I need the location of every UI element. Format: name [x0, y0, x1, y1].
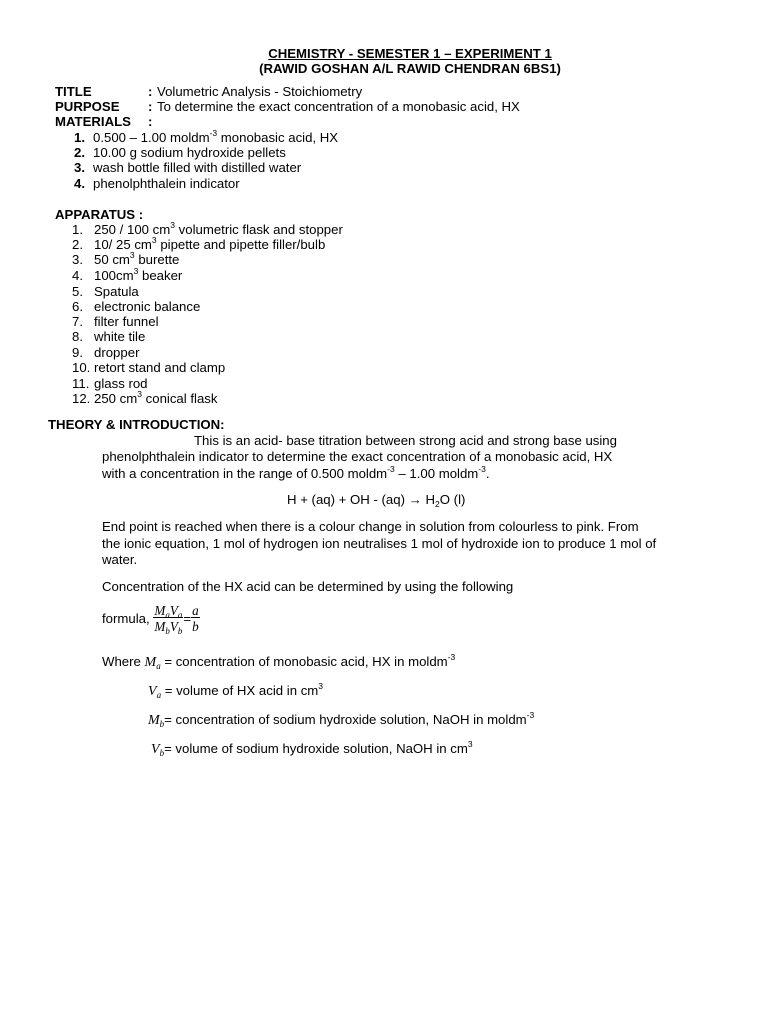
apparatus-number: 12. — [72, 391, 91, 406]
material-item — [74, 177, 240, 190]
definition-line — [148, 681, 324, 700]
superscript: 3 — [151, 235, 157, 245]
apparatus-heading: APPARATUS : — [55, 207, 144, 222]
superscript: -3 — [478, 464, 486, 474]
formula-lhs-fraction — [153, 603, 183, 637]
apparatus-number: 3. — [72, 252, 83, 267]
apparatus-text: retort stand and clamp — [94, 360, 226, 375]
equals-sign: = — [183, 611, 192, 627]
material-text: phenolphthalein indicator — [93, 176, 240, 191]
rhs-numerator: a — [192, 603, 199, 618]
apparatus-text: Spatula — [94, 284, 139, 299]
superscript: -3 — [209, 128, 218, 138]
subscript: b — [159, 748, 165, 758]
apparatus-text: 10/ 25 cm — [94, 237, 152, 252]
apparatus-number: 7. — [72, 314, 83, 329]
apparatus-number: 4. — [72, 268, 83, 283]
apparatus-item — [72, 300, 200, 313]
apparatus-text-end: burette — [134, 252, 180, 267]
apparatus-text: 50 cm — [94, 252, 130, 267]
apparatus-number: 1. — [72, 222, 83, 237]
apparatus-text-end: conical flask — [141, 391, 218, 406]
superscript: -3 — [526, 710, 535, 720]
text-run: – 1.00 moldm — [394, 466, 479, 481]
apparatus-text-end: pipette and pipette filler/bulb — [156, 237, 326, 252]
material-text-end: monobasic acid, HX — [217, 130, 339, 145]
subscript: b — [177, 626, 183, 637]
formula-rhs-fraction — [191, 604, 200, 633]
material-item — [74, 146, 286, 159]
apparatus-text: white tile — [94, 329, 146, 344]
where-label: Where — [102, 654, 141, 669]
material-number: 4. — [74, 176, 85, 191]
definition-line — [102, 652, 456, 671]
apparatus-number: 8. — [72, 329, 83, 344]
material-text: 10.00 g sodium hydroxide pellets — [93, 145, 286, 160]
apparatus-text: glass rod — [94, 376, 148, 391]
symbol: M — [148, 713, 160, 728]
theory-paragraph-line: water. — [102, 552, 138, 567]
definition-text: = concentration of monobasic acid, HX in moldm — [160, 654, 448, 669]
symbol: V — [151, 742, 160, 757]
apparatus-item — [72, 346, 139, 359]
apparatus-item — [72, 266, 183, 283]
equation-text: H + (aq) + OH - (aq) → H — [287, 492, 436, 507]
title-value: Volumetric Analysis - Stoichiometry — [157, 84, 363, 99]
apparatus-text: 100cm — [94, 268, 134, 283]
materials-sep: : — [148, 114, 153, 129]
apparatus-number: 5. — [72, 284, 83, 299]
subscript: b — [159, 719, 165, 729]
definition-text: = volume of sodium hydroxide solution, NaOH in cm — [164, 741, 468, 756]
formula-label: formula, — [102, 611, 150, 627]
apparatus-text: electronic balance — [94, 299, 201, 314]
apparatus-number: 2. — [72, 237, 83, 252]
definition-line — [148, 710, 535, 729]
document-title: CHEMISTRY - SEMESTER 1 – EXPERIMENT 1 — [268, 46, 552, 61]
apparatus-text: filter funnel — [94, 314, 159, 329]
definition-line — [151, 739, 473, 758]
material-text: wash bottle filled with distilled water — [93, 160, 302, 175]
subscript: 2 — [435, 498, 440, 509]
definition-text: = concentration of sodium hydroxide solution, NaOH in moldm — [164, 712, 527, 727]
subscript: a — [156, 661, 161, 671]
subscript: b — [165, 626, 170, 637]
ionic-equation — [287, 492, 466, 509]
superscript: 3 — [170, 220, 175, 230]
purpose-value: To determine the exact concentration of a monobasic acid, HX — [157, 99, 520, 114]
theory-heading: THEORY & INTRODUCTION: — [48, 417, 225, 432]
symbol-m: M — [154, 619, 166, 635]
material-number: 2. — [74, 145, 85, 160]
symbol-m: M — [154, 603, 166, 618]
symbol: M — [144, 655, 157, 670]
apparatus-item — [72, 389, 218, 406]
theory-paragraph-line: Concentration of the HX acid can be determined by using the following — [102, 579, 514, 594]
formula-denominator — [153, 618, 183, 637]
symbol-v: V — [169, 603, 178, 618]
subscript: a — [165, 610, 170, 620]
definition-text: = volume of HX acid in cm — [161, 683, 319, 698]
theory-paragraph-line: End point is reached when there is a colour change in solution from colourless to pink. From — [102, 519, 639, 534]
apparatus-item — [72, 235, 326, 252]
material-number: 3. — [74, 160, 85, 175]
theory-paragraph-line: phenolphthalein indicator to determine the exact concentration of a monobasic acid, HX — [102, 449, 613, 464]
theory-paragraph-line: This is an acid- base titration between strong acid and strong base using — [194, 433, 617, 448]
text-run: . — [485, 466, 490, 481]
apparatus-item — [72, 361, 225, 374]
formula-line — [102, 603, 200, 637]
apparatus-text-end: volumetric flask and stopper — [174, 222, 343, 237]
formula-numerator — [153, 604, 183, 618]
apparatus-item — [72, 330, 145, 343]
subscript: a — [156, 690, 162, 700]
title-sep: : — [148, 84, 153, 99]
equation-text-end: O (l) — [439, 492, 466, 507]
superscript: -3 — [387, 464, 395, 474]
apparatus-text-end: beaker — [138, 268, 183, 283]
apparatus-item — [72, 285, 139, 298]
apparatus-number: 11. — [72, 376, 90, 391]
subscript: a — [177, 610, 183, 620]
purpose-label: PURPOSE — [55, 99, 120, 114]
materials-label: MATERIALS — [55, 114, 131, 129]
apparatus-number: 10. — [72, 360, 91, 375]
material-text: 0.500 – 1.00 moldm — [93, 130, 210, 145]
superscript: 3 — [467, 739, 473, 749]
symbol: V — [148, 684, 157, 699]
apparatus-item — [72, 220, 343, 237]
superscript: -3 — [447, 652, 456, 662]
purpose-sep: : — [148, 99, 153, 114]
superscript: 3 — [318, 681, 324, 691]
apparatus-number: 9. — [72, 345, 83, 360]
apparatus-text: dropper — [94, 345, 140, 360]
apparatus-item — [72, 250, 180, 267]
apparatus-item — [72, 315, 159, 328]
material-item — [74, 161, 301, 174]
superscript: 3 — [129, 250, 135, 260]
apparatus-text: 250 / 100 cm — [94, 222, 171, 237]
material-item — [74, 128, 339, 145]
theory-paragraph-line — [102, 464, 490, 481]
rhs-denominator: b — [192, 619, 199, 635]
symbol-v: V — [169, 619, 178, 635]
text-run: with a concentration in the range of 0.500 moldm — [102, 466, 388, 481]
superscript: 3 — [133, 266, 139, 276]
theory-paragraph-line: the ionic equation, 1 mol of hydrogen ion neutralises 1 mol of hydroxide ion to produce 1 mol of — [102, 536, 657, 551]
document-subtitle: (RAWID GOSHAN A/L RAWID CHENDRAN 6BS1) — [259, 61, 561, 76]
superscript: 3 — [137, 389, 142, 399]
apparatus-number: 6. — [72, 299, 83, 314]
apparatus-text: 250 cm — [94, 391, 138, 406]
material-number: 1. — [74, 130, 85, 145]
title-label: TITLE — [55, 84, 92, 99]
